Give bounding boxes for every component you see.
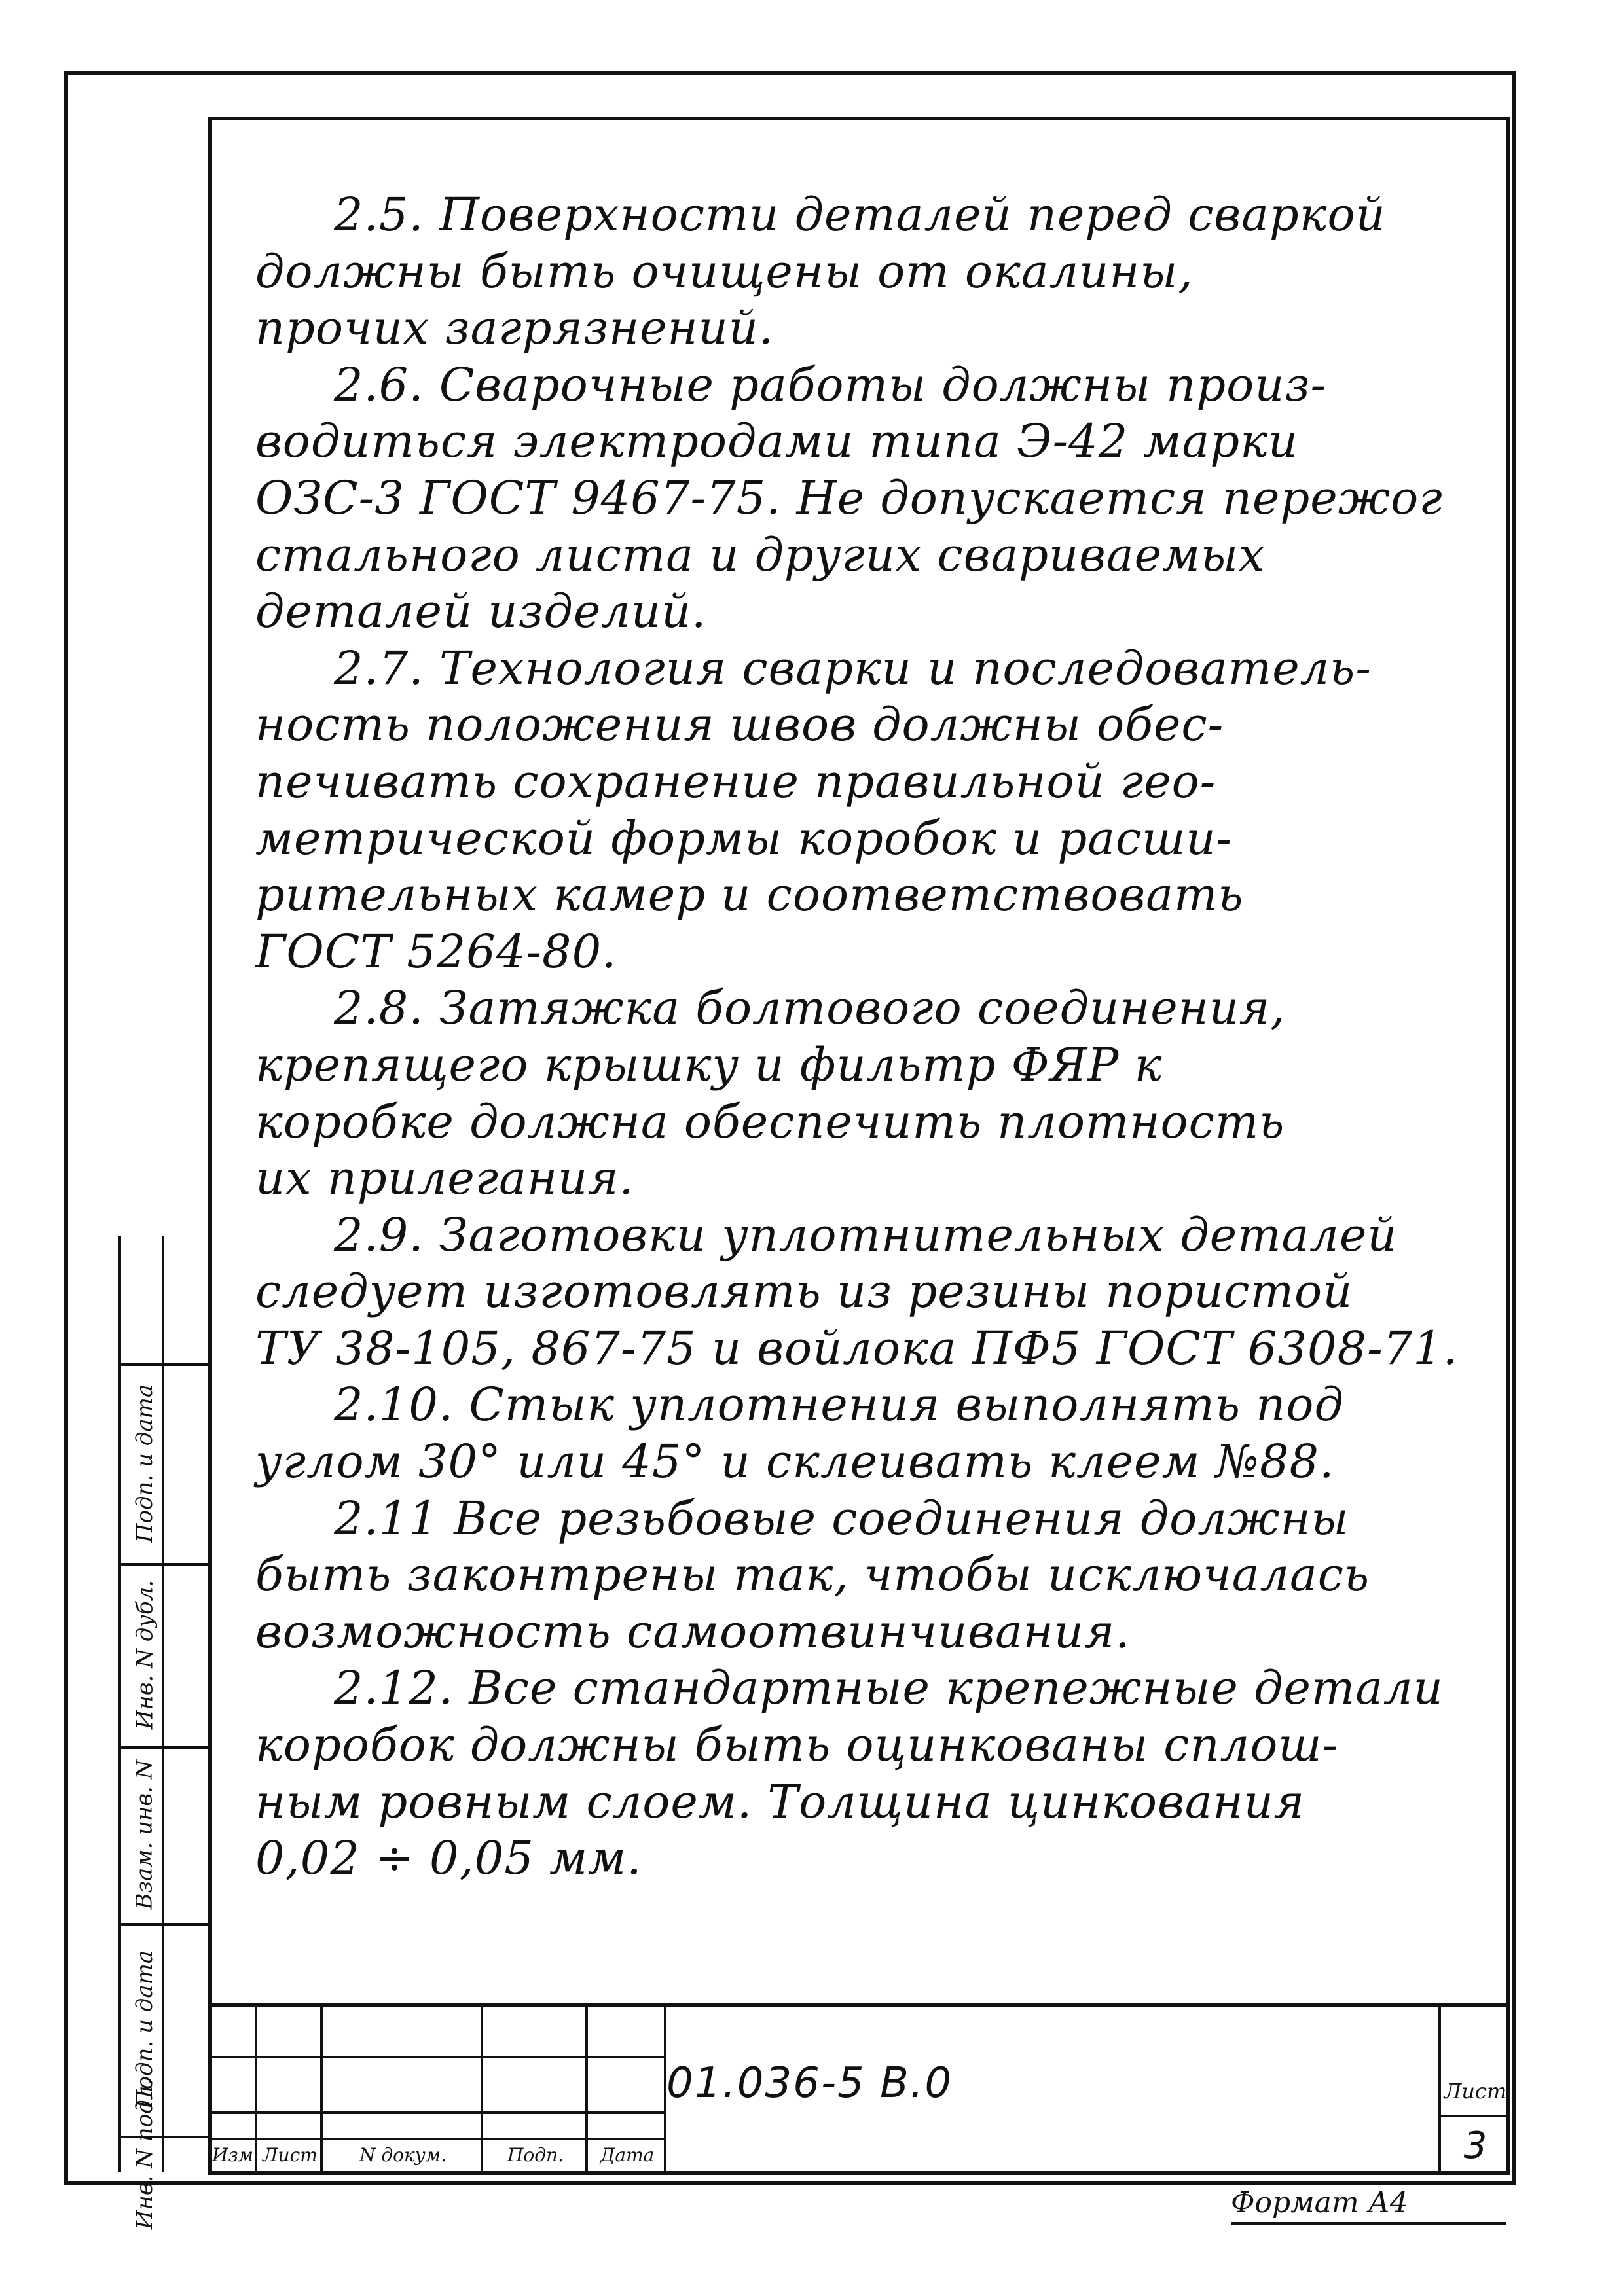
- text-line: прочих загрязнений.: [255, 301, 775, 355]
- format-label: Формат А4: [1231, 2186, 1408, 2219]
- title-block: [208, 2003, 1510, 2175]
- text-line: 2.8. Затяжка болтового соединения,: [334, 981, 1286, 1035]
- specification-text: [255, 187, 1486, 1887]
- header-n-dokum: N докум.: [359, 2144, 447, 2166]
- text-line: быть законтрены так, чтобы исключалась: [255, 1548, 1370, 1602]
- sheet-label: Лист: [1444, 2079, 1507, 2104]
- document-code: 01.036-5 В.0: [666, 2059, 953, 2108]
- text-line: 2.5. Поверхности деталей перед сваркой: [334, 188, 1386, 242]
- side-label-podp-data-2: Подп. и дата: [132, 1384, 158, 1543]
- header-podp: Подп.: [507, 2144, 564, 2166]
- sheet-box: [1438, 2007, 1510, 2175]
- text-line: ОЗС-3 ГОСТ 9467-75. Не допускается пережог: [255, 471, 1443, 525]
- text-line: ность положения швов должны обес-: [255, 698, 1224, 752]
- sheet-box-divider: [1441, 2115, 1510, 2117]
- text-line: 2.7. Технология сварки и последователь-: [334, 641, 1372, 695]
- text-line: коробок должны быть оцинкованы сплош-: [255, 1718, 1339, 1772]
- text-line: стального листа и других свариваемых: [255, 528, 1266, 582]
- text-line: следует изготовлять из резины пористой: [255, 1265, 1353, 1319]
- text-line: крепящего крышку и фильтр ФЯР к: [255, 1037, 1163, 1092]
- side-label-inv-dubl: Инв. N дубл.: [132, 1579, 158, 1730]
- header-izm: Изм: [212, 2144, 253, 2166]
- text-line: 2.11 Все резьбовые соединения должны: [334, 1491, 1349, 1545]
- text-line: должны быть очищены от окалины,: [255, 244, 1194, 298]
- text-line: коробке должна обеспечить плотность: [255, 1094, 1285, 1149]
- side-label-inv-podl: Инв. N подл.: [132, 2078, 158, 2229]
- text-line: их прилегания.: [255, 1151, 634, 1206]
- text-line: 2.12. Все стандартные крепежные детали: [334, 1661, 1444, 1715]
- approval-side-strip: [118, 1236, 208, 2229]
- text-line: печивать сохранение правильной гео-: [255, 754, 1216, 808]
- side-label-podp-data: Подп. и дата: [132, 1950, 158, 2109]
- text-line: возможность самоотвинчивания.: [255, 1604, 1131, 1659]
- text-line: 0,02 ÷ 0,05 мм.: [255, 1831, 642, 1886]
- header-list: Лист: [263, 2144, 318, 2166]
- side-label-vzam-inv: Взам. инв. N: [132, 1759, 158, 1910]
- text-line: 2.10. Стык уплотнения выполнять под: [334, 1378, 1344, 1432]
- side-strip-divider: [162, 1236, 164, 2172]
- text-line: водиться электродами типа Э-42 марки: [255, 414, 1298, 469]
- text-line: 2.6. Сварочные работы должны произ-: [334, 357, 1327, 412]
- sheet-number: 3: [1463, 2125, 1487, 2167]
- text-line: метрической формы коробок и расши-: [255, 811, 1233, 865]
- text-line: ТУ 38-105, 867-75 и войлока ПФ5 ГОСТ 6308-71.: [255, 1321, 1459, 1375]
- text-line: ным ровным слоем. Толщина цинкования: [255, 1774, 1305, 1829]
- format-underline: [1231, 2222, 1506, 2225]
- header-data: Дата: [600, 2144, 655, 2166]
- text-line: углом 30° или 45° и склеивать клеем №88.: [255, 1435, 1335, 1489]
- text-line: ГОСТ 5264-80.: [255, 924, 617, 978]
- text-line: деталей изделий.: [255, 584, 707, 639]
- text-line: 2.9. Заготовки уплотнительных деталей: [334, 1208, 1398, 1262]
- text-line: рительных камер и соответствовать: [255, 868, 1244, 922]
